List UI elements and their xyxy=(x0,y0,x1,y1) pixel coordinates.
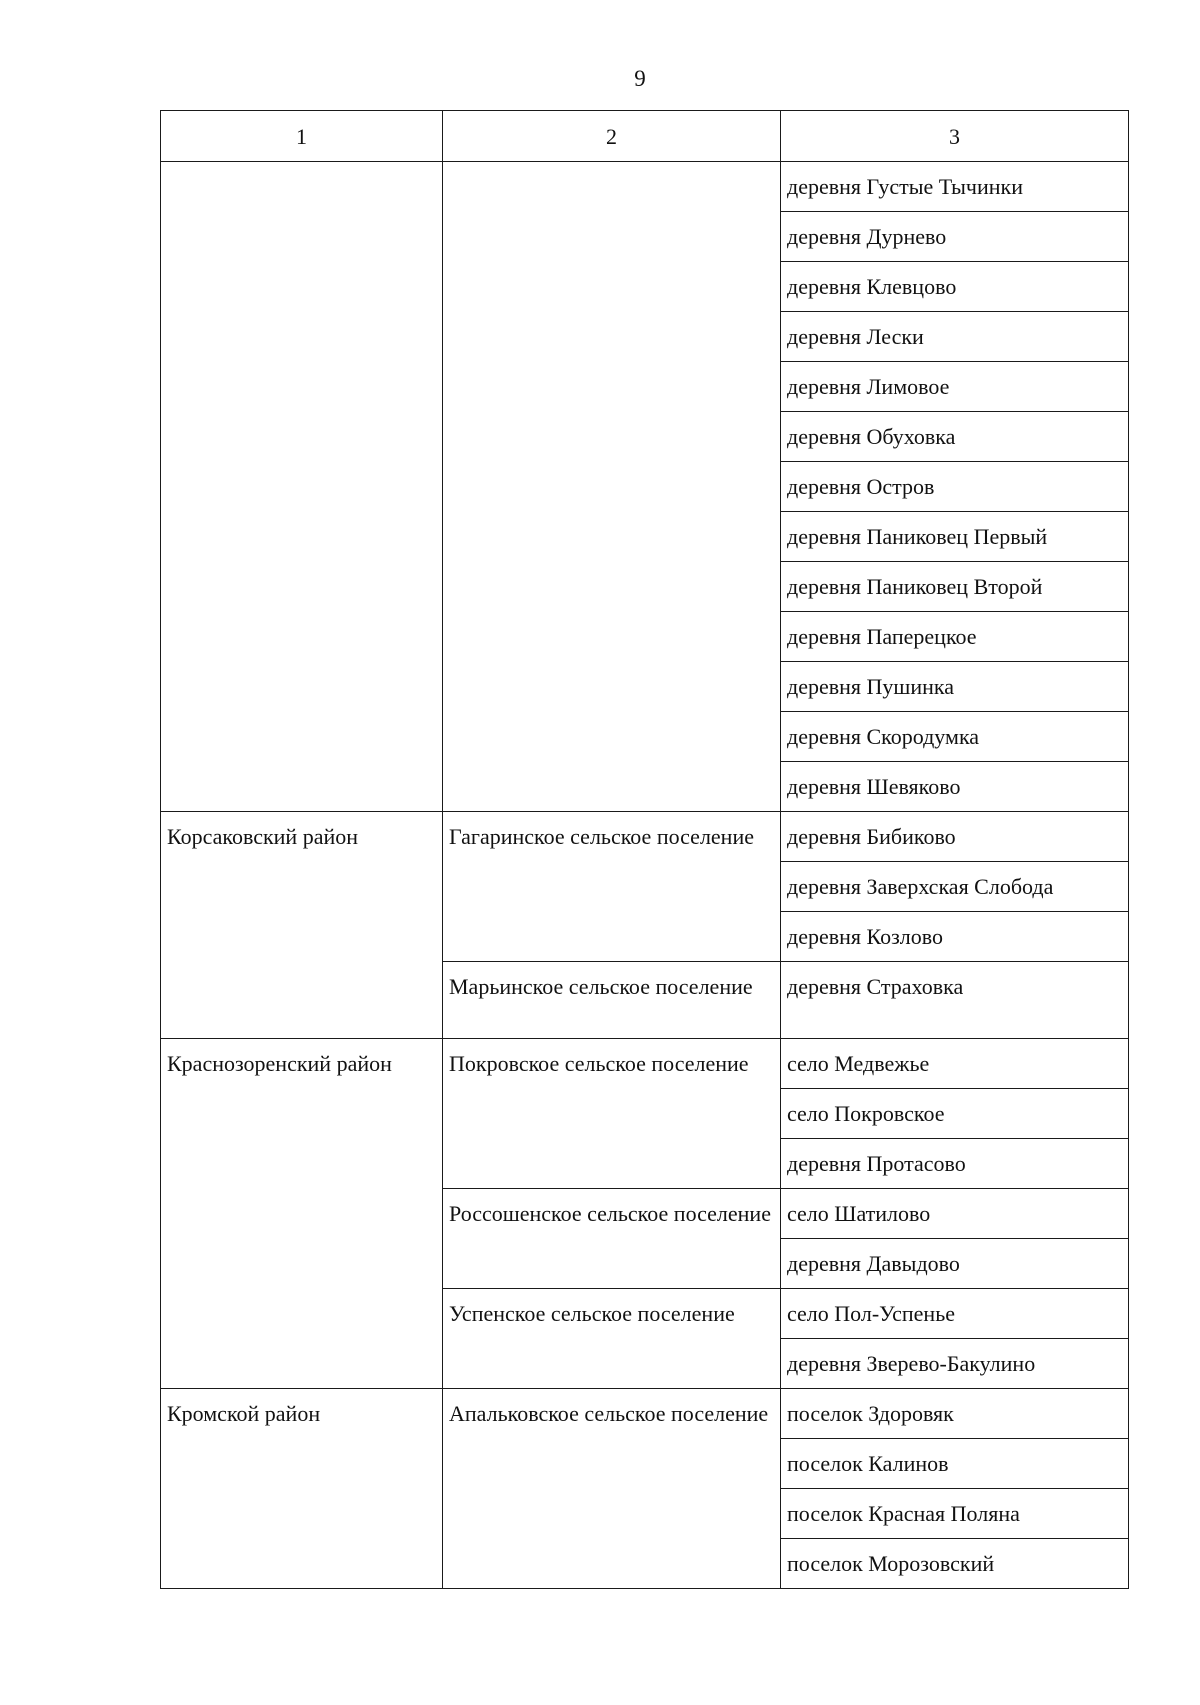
column-header-2: 2 xyxy=(443,111,781,162)
locality-cell: деревня Бибиково xyxy=(781,812,1129,862)
locality-cell: деревня Обуховка xyxy=(781,412,1129,462)
settlements-table xyxy=(160,110,1129,1589)
table-row xyxy=(161,812,1129,862)
district-cell: Кромской район xyxy=(161,1389,443,1589)
settlement-cell: Апальковское сельское поселение xyxy=(443,1389,781,1589)
locality-cell: деревня Клевцово xyxy=(781,262,1129,312)
locality-cell: деревня Скородумка xyxy=(781,712,1129,762)
settlement-cell: Гагаринское сельское поселение xyxy=(443,812,781,962)
locality-cell: деревня Страховка xyxy=(781,962,1129,1039)
settlement-cell: Успенское сельское поселение xyxy=(443,1289,781,1389)
locality-cell: деревня Давыдово xyxy=(781,1239,1129,1289)
district-cell: Корсаковский район xyxy=(161,812,443,1039)
locality-cell: село Медвежье xyxy=(781,1039,1129,1089)
column-header-3: 3 xyxy=(781,111,1129,162)
column-header-1: 1 xyxy=(161,111,443,162)
locality-cell: деревня Заверхская Слобода xyxy=(781,862,1129,912)
settlement-cell: Россошенское сельское поселение xyxy=(443,1189,781,1289)
district-cell: Краснозоренский район xyxy=(161,1039,443,1389)
settlement-cell: Покровское сельское поселение xyxy=(443,1039,781,1189)
locality-cell: поселок Красная Поляна xyxy=(781,1489,1129,1539)
locality-cell: деревня Пушинка xyxy=(781,662,1129,712)
locality-cell: деревня Дурнево xyxy=(781,212,1129,262)
locality-cell: деревня Густые Тычинки xyxy=(781,162,1129,212)
settlement-cell: Марьинское сельское поселение xyxy=(443,962,781,1039)
locality-cell: деревня Остров xyxy=(781,462,1129,512)
locality-cell: поселок Калинов xyxy=(781,1439,1129,1489)
locality-cell: деревня Паниковец Второй xyxy=(781,562,1129,612)
locality-cell: деревня Протасово xyxy=(781,1139,1129,1189)
locality-cell: деревня Лески xyxy=(781,312,1129,362)
locality-cell: деревня Паниковец Первый xyxy=(781,512,1129,562)
table-row xyxy=(161,1389,1129,1439)
locality-cell: деревня Шевяково xyxy=(781,762,1129,812)
table-row xyxy=(161,1039,1129,1089)
locality-cell: село Покровское xyxy=(781,1089,1129,1139)
table-row xyxy=(161,162,1129,212)
locality-cell: деревня Козлово xyxy=(781,912,1129,962)
settlement-cell xyxy=(443,162,781,812)
page-number: 9 xyxy=(634,66,646,91)
locality-cell: деревня Лимовое xyxy=(781,362,1129,412)
locality-cell: деревня Паперецкое xyxy=(781,612,1129,662)
locality-cell: село Шатилово xyxy=(781,1189,1129,1239)
locality-cell: село Пол-Успенье xyxy=(781,1289,1129,1339)
locality-cell: поселок Морозовский xyxy=(781,1539,1129,1589)
locality-cell: поселок Здоровяк xyxy=(781,1389,1129,1439)
table-header-row xyxy=(161,111,1129,162)
locality-cell: деревня Зверево-Бакулино xyxy=(781,1339,1129,1389)
district-cell xyxy=(161,162,443,812)
